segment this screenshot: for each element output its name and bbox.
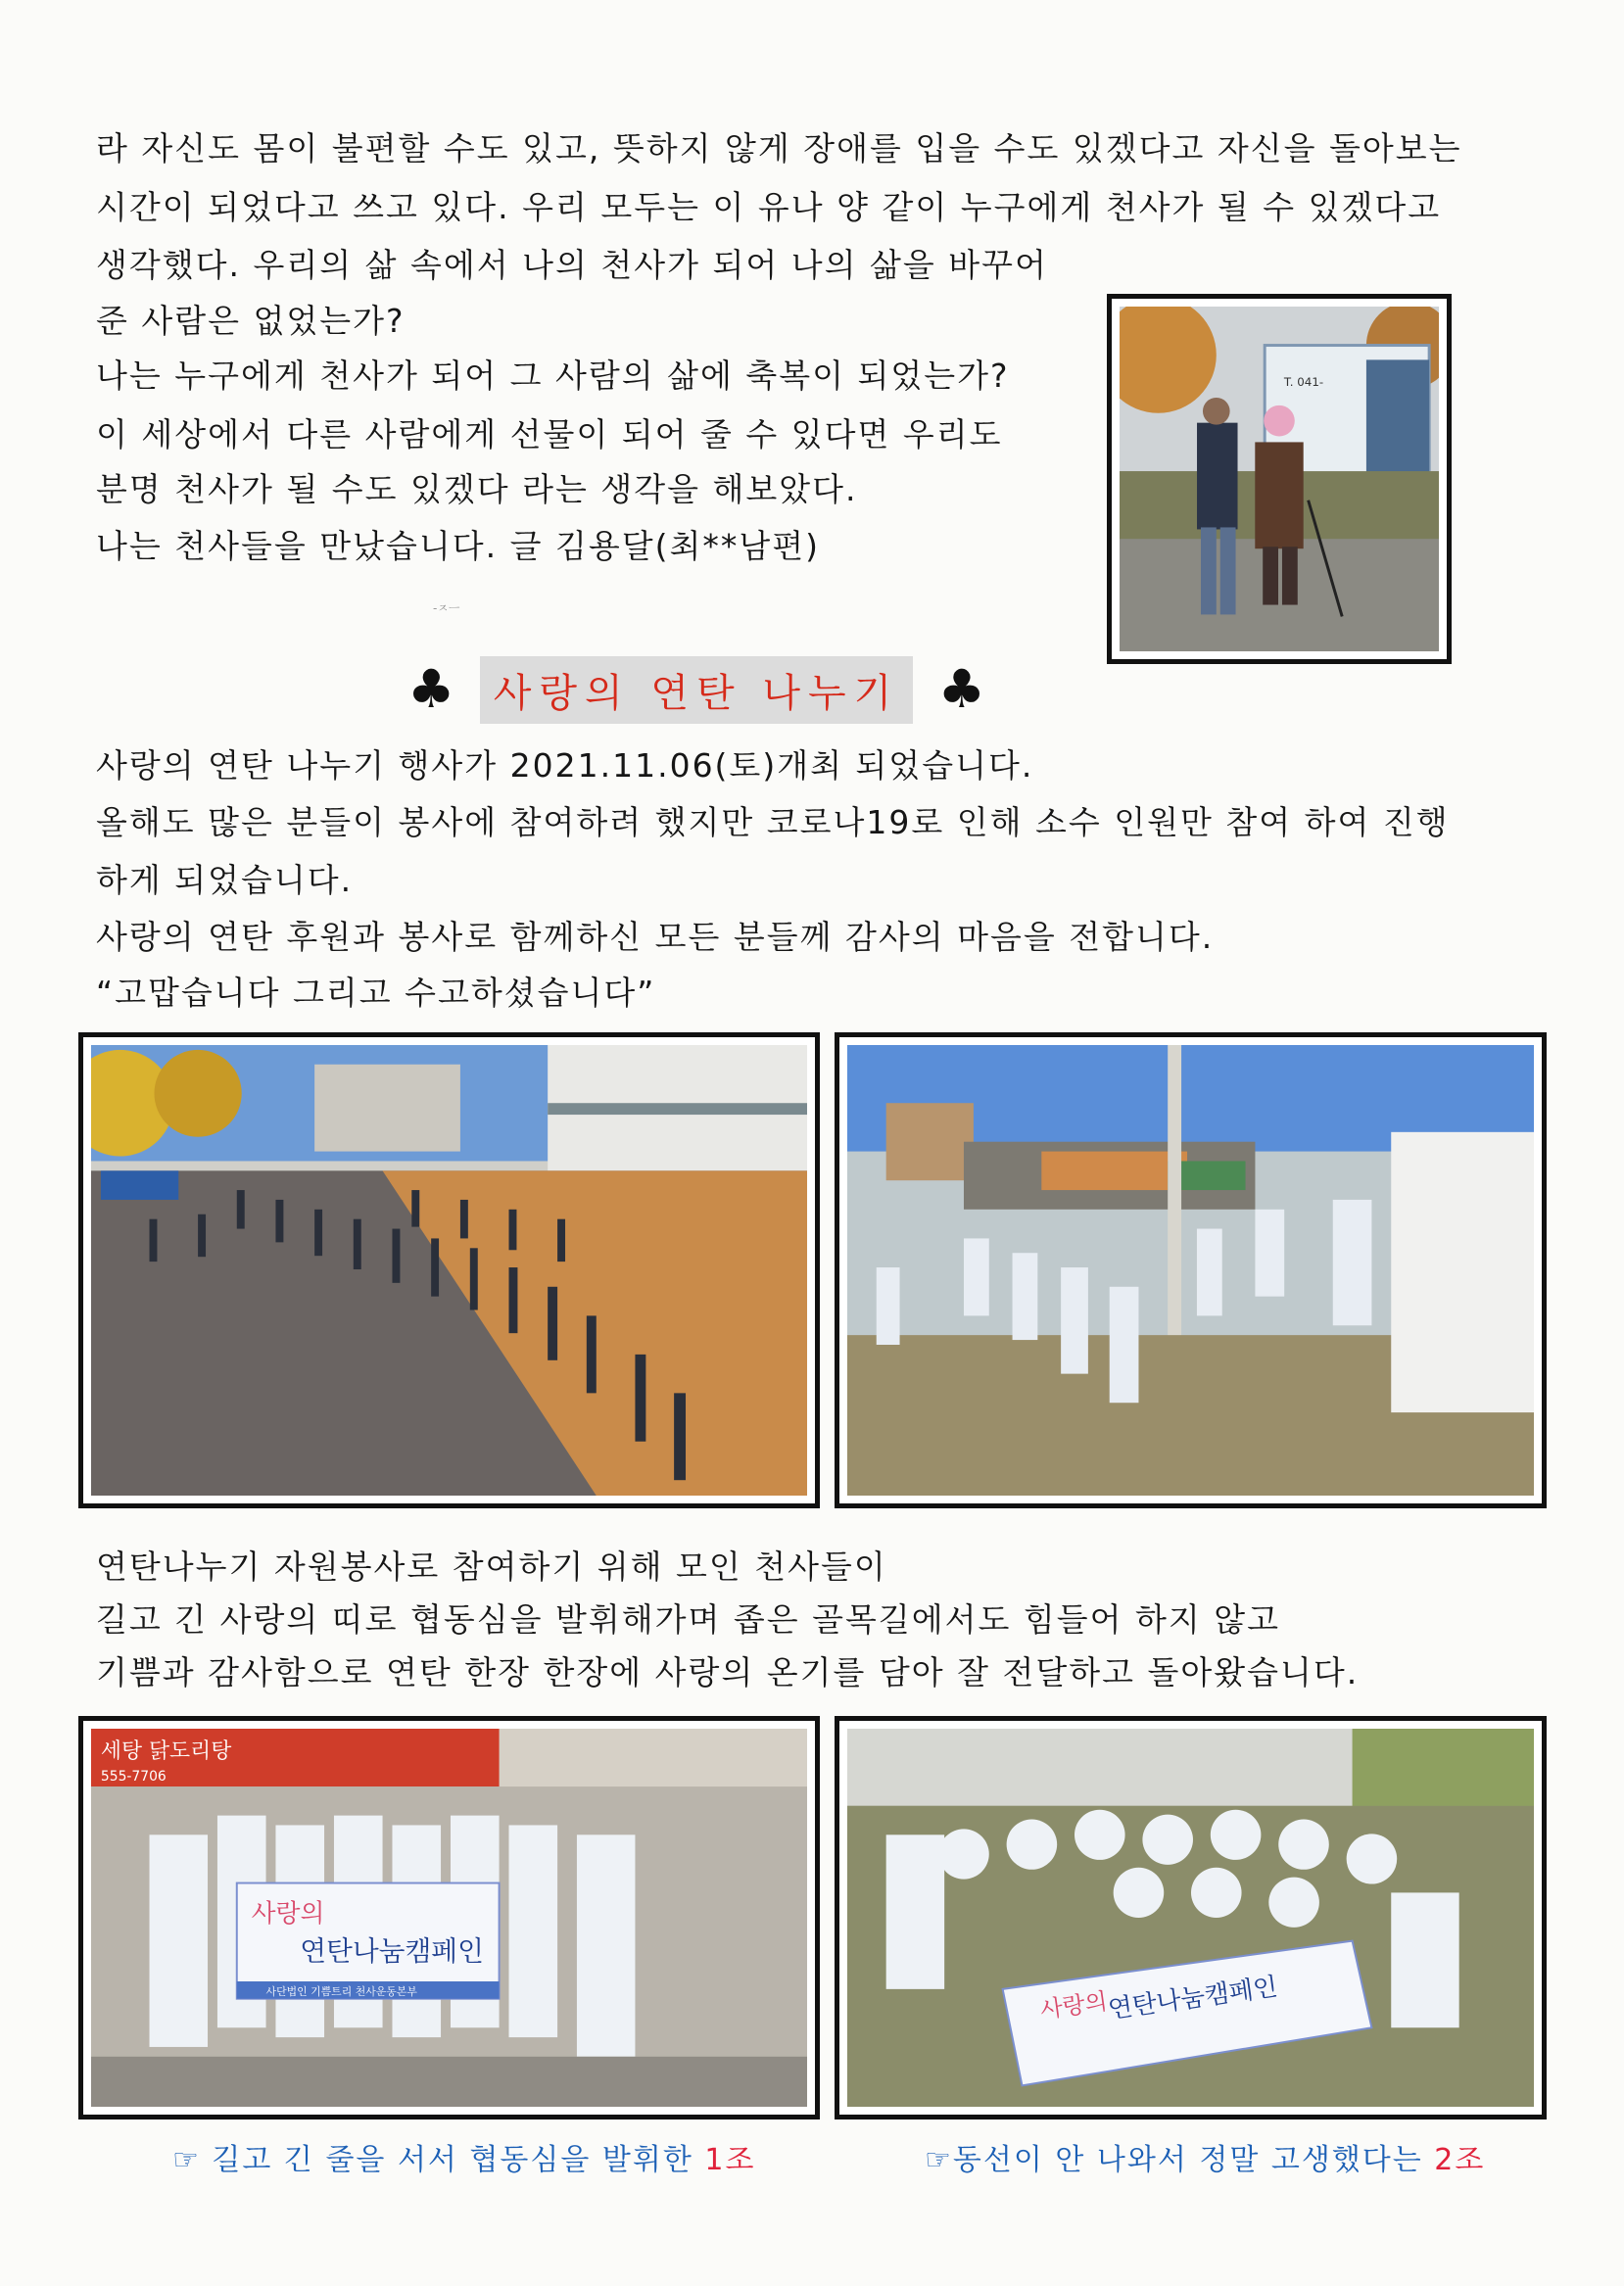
photo-truck-couple xyxy=(1107,294,1452,664)
svg-text:555-7706: 555-7706 xyxy=(100,1769,167,1786)
svg-text:사랑의: 사랑의 xyxy=(251,1899,325,1929)
svg-text:사단법인 기쁨트리 천사운동본부: 사단법인 기쁨트리 천사운동본부 xyxy=(265,1984,417,1998)
photo-group-team-1 xyxy=(78,1716,820,2119)
caption-team-1 xyxy=(172,2135,755,2178)
section-text-line: 올해도 많은 분들이 봉사에 참여하려 했지만 코로나19로 인해 소수 인원만 참여 하여 진행 xyxy=(96,803,1450,841)
photo-courtyard-line xyxy=(78,1032,820,1508)
caption-text: ☞ 길고 긴 줄을 서서 협동심을 발휘한 xyxy=(172,2143,705,2177)
scan-mark: -ㅈㅡ xyxy=(433,601,460,615)
body-text-line: 생각했다. 우리의 삶 속에서 나의 천사가 되어 나의 삶을 바꾸어 xyxy=(96,246,1048,284)
caption-text: ☞동선이 안 나와서 정말 고생했다는 xyxy=(925,2143,1435,2177)
section-heading xyxy=(407,654,985,725)
body-text-line: 나는 천사들을 만났습니다. 글 김용달(최**남편) xyxy=(96,527,821,565)
section-text-line: 사랑의 연탄 나누기 행사가 2021.11.06(토)개최 되었습니다. xyxy=(96,746,1034,785)
section-text-line: 하게 되었습니다. xyxy=(96,861,354,899)
svg-text:연탄나눔캠페인: 연탄나눔캠페인 xyxy=(1106,1972,1280,2025)
club-suit-icon: ♣ xyxy=(937,658,985,720)
photo-alley-delivery xyxy=(835,1032,1547,1508)
svg-text:세탕 닭도리탕: 세탕 닭도리탕 xyxy=(100,1738,232,1764)
svg-text:연탄나눔캠페인: 연탄나눔캠페인 xyxy=(300,1934,484,1968)
club-suit-icon: ♣ xyxy=(407,658,455,720)
svg-text:사랑의: 사랑의 xyxy=(1038,1987,1110,2024)
body-text-line: 분명 천사가 될 수도 있겠다 라는 생각을 해보았다. xyxy=(96,470,858,508)
body-text-line: 시간이 되었다고 쓰고 있다. 우리 모두는 이 유나 양 같이 누구에게 천사가 될 수 있겠다고 xyxy=(96,188,1442,226)
middle-text-line: 길고 긴 사랑의 띠로 협동심을 발휘해가며 좁은 골목길에서도 힘들어 하지 않고 xyxy=(96,1600,1280,1639)
caption-team-number: 1조 xyxy=(704,2143,756,2177)
body-text-line: 준 사람은 없었는가? xyxy=(96,302,406,340)
body-text-line: 나는 누구에게 천사가 되어 그 사람의 삶에 축복이 되었는가? xyxy=(96,357,1010,395)
body-text-line: 라 자신도 몸이 불편할 수도 있고, 뜻하지 않게 장애를 입을 수도 있겠다고 자신을 돌아보는 xyxy=(96,129,1462,167)
caption-team-2 xyxy=(925,2135,1485,2178)
caption-team-number: 2조 xyxy=(1434,2143,1486,2177)
photo-group-team-2 xyxy=(835,1716,1547,2119)
section-text-line: “고맙습니다 그리고 수고하셨습니다” xyxy=(96,974,656,1012)
section-title: 사랑의 연탄 나누기 xyxy=(480,656,914,724)
body-text-line: 이 세상에서 다른 사람에게 선물이 되어 줄 수 있다면 우리도 xyxy=(96,415,1003,453)
middle-text-line: 기쁨과 감사함으로 연탄 한장 한장에 사랑의 온기를 담아 잘 전달하고 돌아왔습니다. xyxy=(96,1653,1360,1691)
section-text-line: 사랑의 연탄 후원과 봉사로 함께하신 모든 분들께 감사의 마음을 전합니다. xyxy=(96,918,1215,956)
middle-text-line: 연탄나누기 자원봉사로 참여하기 위해 모인 천사들이 xyxy=(96,1548,887,1586)
svg-text:T. 041-: T. 041- xyxy=(1283,375,1324,390)
